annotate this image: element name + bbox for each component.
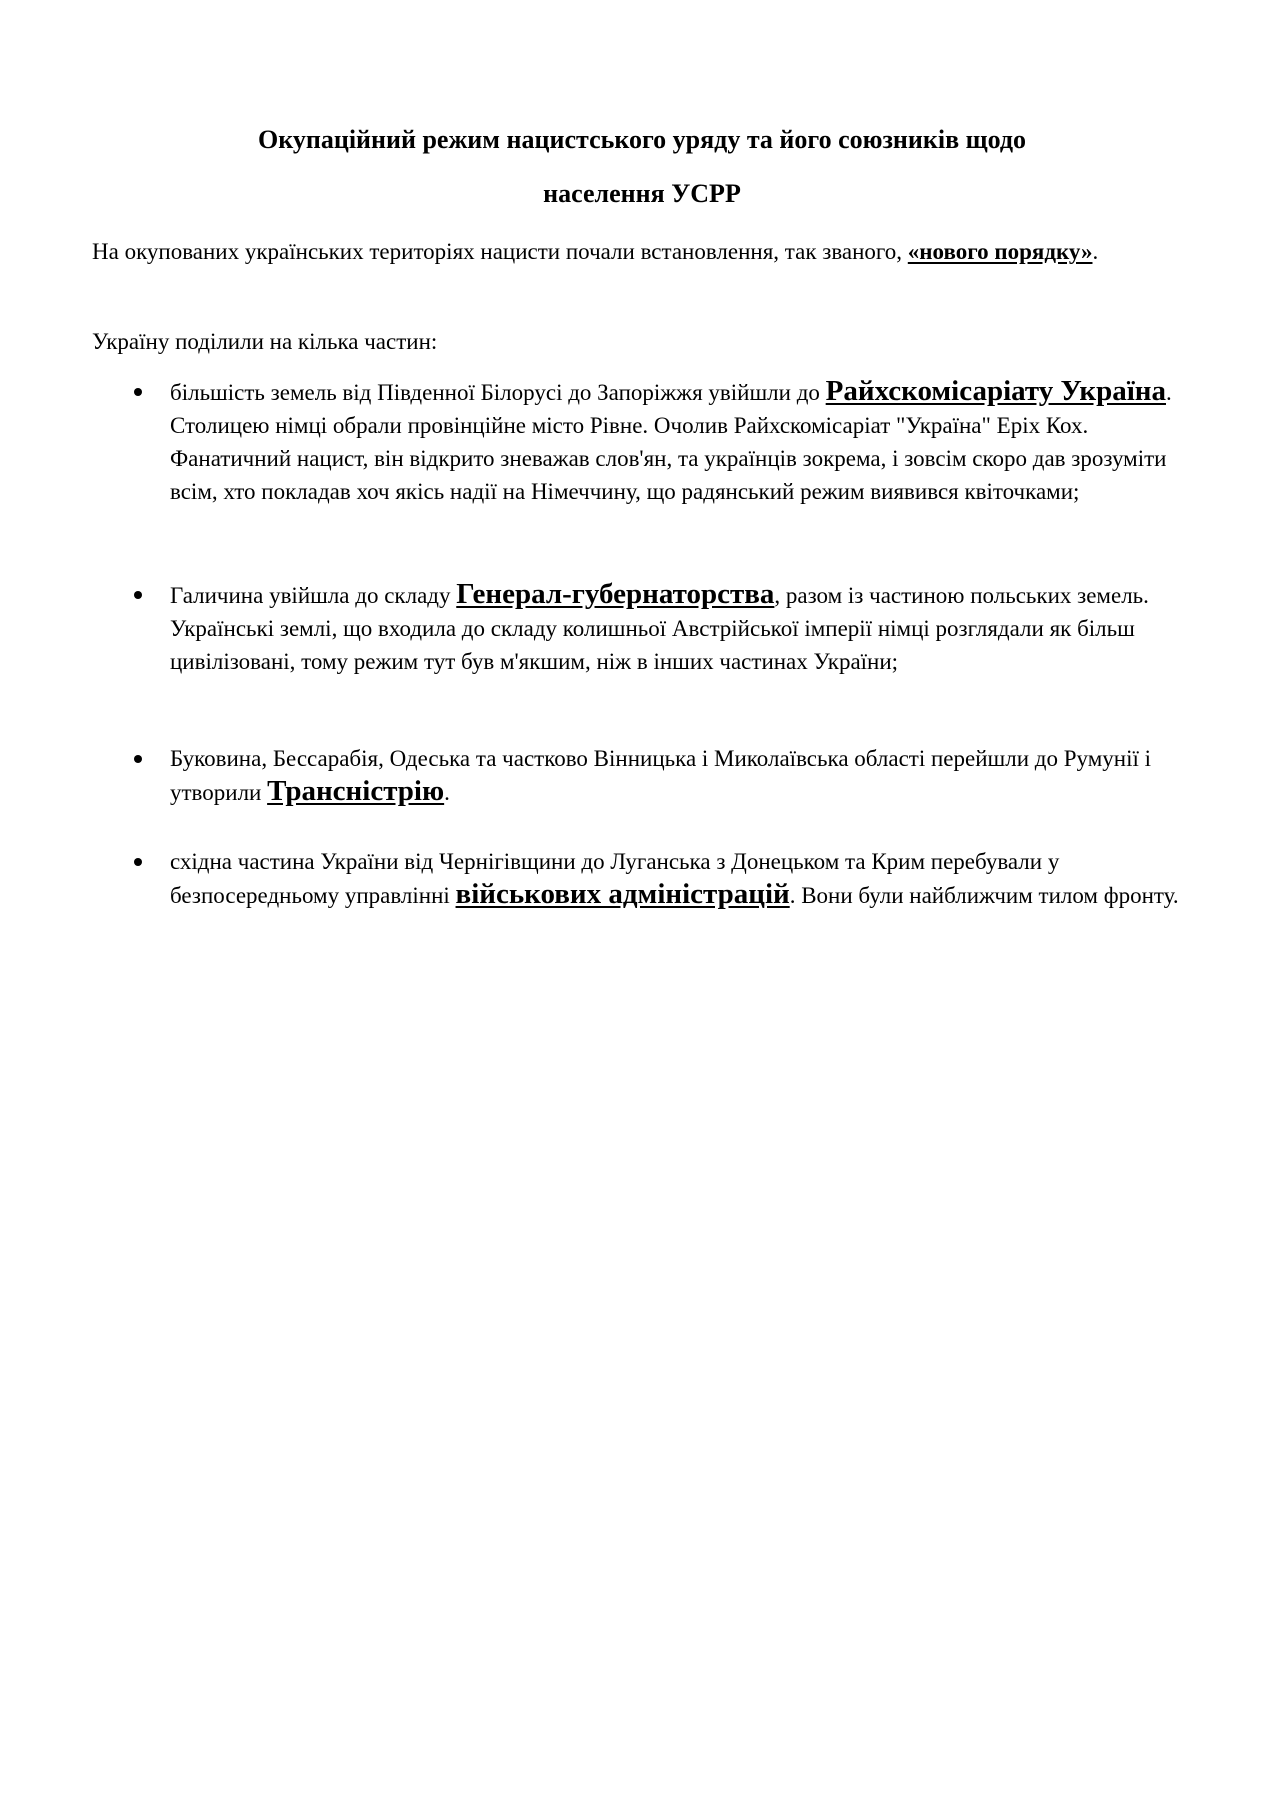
intro-text: На окупованих українських територіях нацисти почали встановлення, так званого, — [92, 239, 908, 264]
intro-text-end: . — [1092, 239, 1099, 264]
bullet-item-military-administration — [170, 845, 1200, 912]
bullet-term: Трансністрію — [267, 775, 445, 807]
bullet-text-end: , разом із частиною польських земель. Українські землі, що входила до складу колишньої Австрійської імперії німці розглядали як більш цивілізовані, тому режим тут був м'якшим, ніж в інших частинах України; — [170, 583, 1149, 674]
bullet-text: східна частина України від Чернігівщини до Луганська з Донецьком та Крим перебували у безпосередньому управлінні — [170, 849, 1060, 908]
bullet-term: Райхскомісаріату Україна — [825, 375, 1166, 407]
intro-term: «нового порядку» — [907, 239, 1093, 264]
document-title-line-2: населення УСРР — [543, 179, 741, 208]
bullet-text-end: . — [444, 780, 450, 805]
division-paragraph: Україну поділили на кілька частин: — [92, 329, 438, 354]
intro-paragraph — [92, 234, 1192, 269]
bullet-item-reichskommissariat — [170, 375, 1200, 508]
bullet-term: Генерал-губернаторства — [456, 578, 775, 610]
bullet-text: Галичина увійшла до складу — [170, 583, 457, 608]
bullet-text: більшість земель від Південної Білорусі до Запоріжжя увійшли до — [170, 380, 826, 405]
bullet-text-end: . Столицею німці обрали провінційне місто Рівне. Очолив Райхскомісаріат "Україна" Еріх Кох. Фанатичний нацист, він відкрито зневажав слов'ян, та українців зокрема, і зовсім скоро дав зрозуміти всім, хто покладав хоч якісь надії на Німеччину, що радянський режим виявився квіточками; — [170, 380, 1172, 504]
bullet-item-general-government — [170, 578, 1200, 678]
document-title-line-1: Окупаційний режим нацистського уряду та його союзників щодо — [258, 125, 1026, 154]
bullet-text: Буковина, Бессарабія, Одеська та частково Вінницька і Миколаївська області перейшли до Румунії і утворили — [170, 746, 1152, 805]
bullet-term: військових адміністрацій — [455, 878, 790, 910]
bullet-item-transnistria — [170, 742, 1200, 809]
bullet-text-end: . Вони були найближчим тилом фронту. — [789, 883, 1179, 908]
